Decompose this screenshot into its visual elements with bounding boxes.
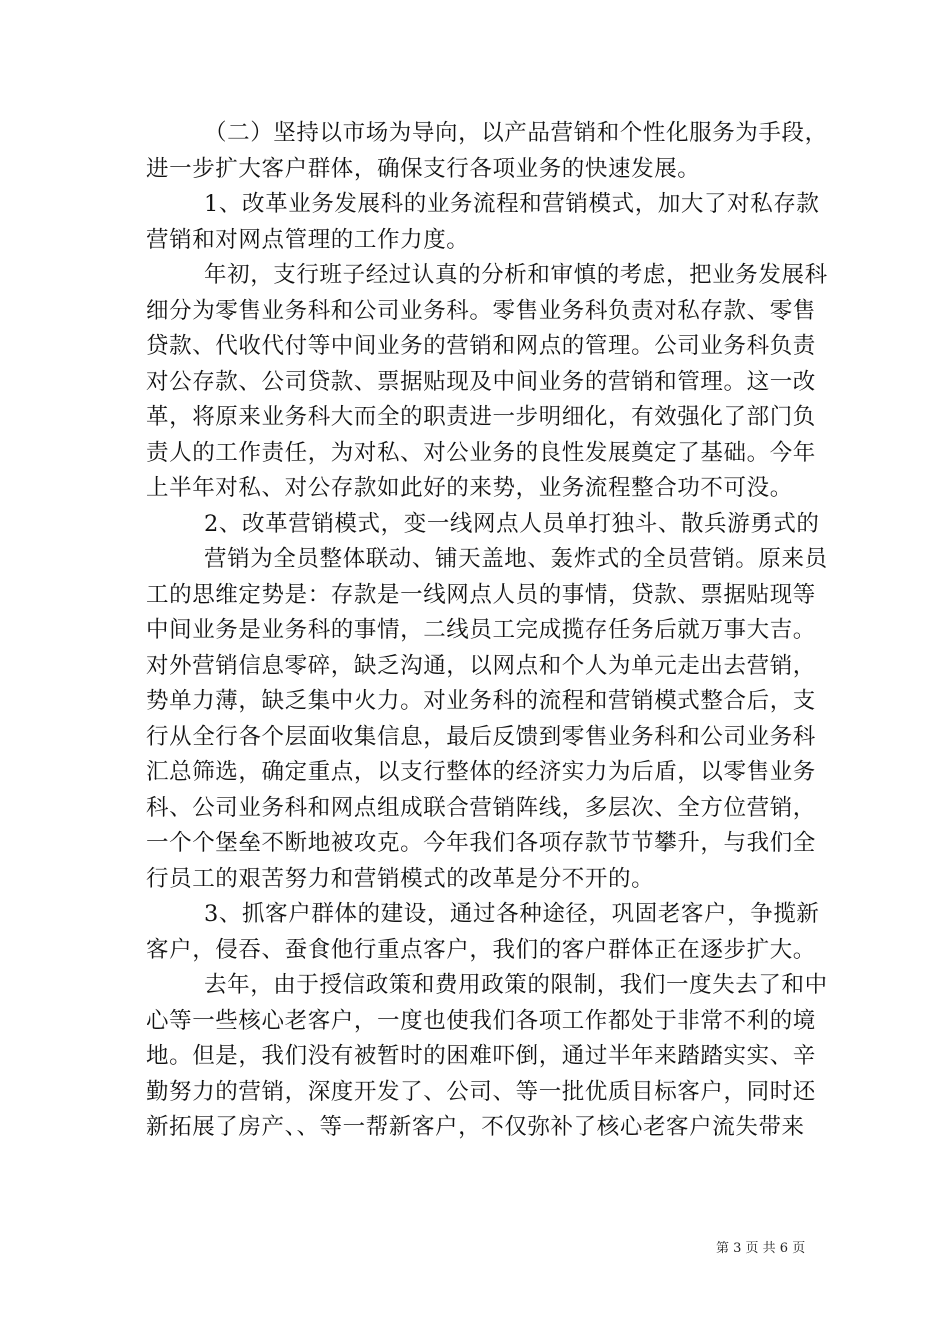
text-line: 责人的工作责任，为对私、对公业务的良性发展奠定了基础。今年 <box>146 439 816 466</box>
text-line: 1、改革业务发展科的业务流程和营销模式，加大了对私存款 <box>204 191 820 217</box>
text-line: 行从全行各个层面收集信息，最后反馈到零售业务科和公司业务科 <box>146 723 816 750</box>
text-line: 营销为全员整体联动、铺天盖地、轰炸式的全员营销。原来员 <box>204 546 828 572</box>
text-line: 新拓展了房产、、等一帮新客户，不仅弥补了核心老客户流失带来 <box>146 1114 805 1140</box>
text-line: 年初，支行班子经过认真的分析和审慎的考虑，把业务发展科 <box>204 262 828 288</box>
text-line: 勤努力的营销，深度开发了、公司、等一批优质目标客户，同时还 <box>146 1078 816 1105</box>
text-line: 汇总筛选，确定重点，以支行整体的经济实力为后盾，以零售业务 <box>146 759 816 785</box>
text-line: 2、改革营销模式，变一线网点人员单打独斗、散兵游勇式的 <box>204 510 820 537</box>
text-line: 对外营销信息零碎，缺乏沟通，以网点和个人为单元走出去营销， <box>146 652 816 679</box>
text-line: 上半年对私、对公存款如此好的来势，业务流程整合功不可没。 <box>146 475 793 501</box>
text-line: 中间业务是业务科的事情，二线员工完成揽存任务后就万事大吉。 <box>146 617 816 643</box>
text-line: 心等一些核心老客户，一度也使我们各项工作都处于非常不利的境 <box>146 1007 816 1034</box>
text-line: 对公存款、公司贷款、票据贴现及中间业务的营销和管理。这一改 <box>146 368 816 395</box>
text-line: 科、公司业务科和网点组成联合营销阵线，多层次、全方位营销， <box>146 794 816 821</box>
text-line: 进一步扩大客户群体，确保支行各项业务的快速发展。 <box>146 155 701 182</box>
text-line: 一个个堡垒不断地被攻克。今年我们各项存款节节攀升，与我们全 <box>146 830 816 856</box>
text-line: 3、抓客户群体的建设，通过各种途径，巩固老客户，争揽新 <box>204 901 820 927</box>
document-body <box>146 116 828 1146</box>
text-line: （二）坚持以市场为导向，以产品营销和个性化服务为手段， <box>204 120 828 146</box>
text-line: 贷款、代收代付等中间业务的营销和网点的管理。公司业务科负责 <box>146 333 816 359</box>
text-line: 革，将原来业务科大而全的职责进一步明细化，有效强化了部门负 <box>146 404 816 430</box>
text-line: 客户，侵吞、蚕食他行重点客户，我们的客户群体正在逐步扩大。 <box>146 936 816 963</box>
text-line: 去年，由于授信政策和费用政策的限制，我们一度失去了和中 <box>204 972 828 998</box>
text-line: 细分为零售业务科和公司业务科。零售业务科负责对私存款、零售 <box>146 297 816 324</box>
text-line: 地。但是，我们没有被暂时的困难吓倒，通过半年来踏踏实实、辛 <box>146 1043 816 1069</box>
text-line: 势单力薄，缺乏集中火力。对业务科的流程和营销模式整合后，支 <box>146 688 816 714</box>
text-line: 营销和对网点管理的工作力度。 <box>146 226 470 253</box>
page-number: 第 3 页 共 6 页 <box>716 1241 806 1256</box>
text-line: 行员工的艰苦努力和营销模式的改革是分不开的。 <box>146 865 655 892</box>
text-line: 工的思维定势是：存款是一线网点人员的事情，贷款、票据贴现等 <box>146 581 816 608</box>
